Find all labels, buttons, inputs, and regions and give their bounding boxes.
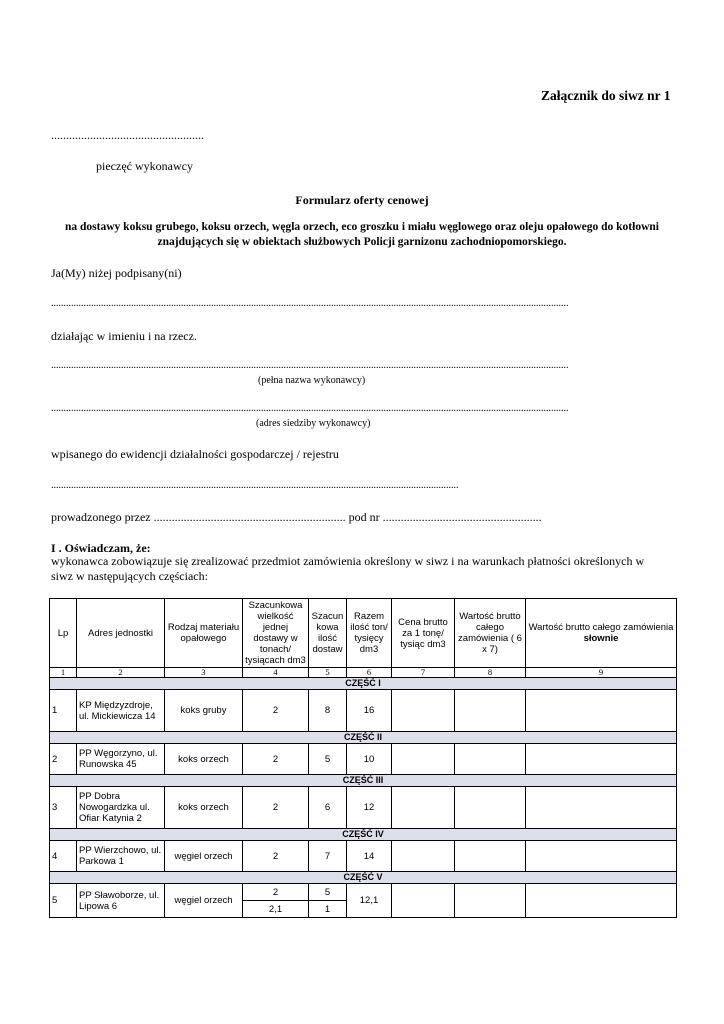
row-address: KP Międzyzdroje, ul. Mickiewicza 14 — [77, 690, 165, 732]
form-title: Formularz oferty cenowej — [295, 193, 429, 207]
row-material: węgiel orzech — [165, 884, 243, 918]
row-address: PP Węgorzyno, ul. Runowska 45 — [77, 744, 165, 775]
row-value-input[interactable] — [455, 884, 526, 918]
row-count: 5 — [309, 884, 347, 901]
header-address: Adres jednostki — [77, 599, 165, 668]
row-lp: 4 — [50, 841, 77, 872]
row-lp: 3 — [50, 787, 77, 829]
row-size: 2 — [243, 690, 309, 732]
row-value-input[interactable] — [455, 841, 526, 872]
row-lp: 5 — [50, 884, 77, 918]
col-number: 4 — [243, 668, 309, 678]
row-value-words-input[interactable] — [526, 884, 677, 918]
row-material: węgiel orzech — [165, 841, 243, 872]
full-name-field[interactable]: ............................................................................................................................................................................................................... — [51, 360, 569, 371]
row-value-words-input[interactable] — [526, 841, 677, 872]
row-value-words-input[interactable] — [526, 787, 677, 829]
row-size: 2 — [243, 744, 309, 775]
signed-label: Ja(My) niżej podpisany(ni) — [51, 266, 182, 280]
col-number: 9 — [526, 668, 677, 678]
stamp-dots: ................................................... — [51, 128, 204, 142]
part-header-row — [50, 732, 677, 744]
header-price: Cena brutto za 1 tonę/ tysiąc dm3 — [392, 599, 455, 668]
row-count: 6 — [309, 787, 347, 829]
header-lp: Lp — [50, 599, 77, 668]
part-header-row — [50, 829, 677, 841]
row-price-input[interactable] — [392, 884, 455, 918]
row-size: 2 — [243, 841, 309, 872]
form-subject: na dostawy koksu grubego, koksu orzech, węgla orzech, eco groszku i miału węglowego oraz oleju opałowego do kotłowni znajdujących się w obiektach służbowych Policji garnizonu zachodniopomorskiego. — [65, 221, 659, 248]
row-address: PP Dobra Nowogardzka ul. Ofiar Katynia 2 — [77, 787, 165, 829]
row-value-input[interactable] — [455, 744, 526, 775]
header-est-count: Szacun kowa ilość dostaw — [309, 599, 347, 668]
row-size: 2 — [243, 787, 309, 829]
address-hint: (adres siedziby wykonawcy) — [256, 418, 371, 429]
part-header-row — [50, 678, 677, 690]
column-numbers-row — [50, 668, 677, 678]
row-value-words-input[interactable] — [526, 744, 677, 775]
row-value-input[interactable] — [455, 690, 526, 732]
stamp-label: pieczęć wykonawcy — [96, 159, 193, 173]
part-label: CZĘŚĆ IV — [50, 829, 677, 841]
row-address: PP Sławoborze, ul. Lipowa 6 — [77, 884, 165, 918]
row-total: 16 — [347, 690, 392, 732]
col-number: 8 — [455, 668, 526, 678]
table-header-row — [50, 599, 677, 668]
conducted-by-line[interactable]: prowadzonego przez ................................................................ pod nr ..................................................... — [51, 510, 542, 524]
part-header-row — [50, 775, 677, 787]
registry-field[interactable]: ................................................................................................................................................................... — [51, 480, 459, 491]
row-total: 12 — [347, 787, 392, 829]
attachment-label: Załącznik do siwz nr 1 — [541, 88, 671, 103]
col-number: 7 — [392, 668, 455, 678]
row-value-words-input[interactable] — [526, 690, 677, 732]
table-row — [50, 841, 677, 872]
header-total: Razem ilość ton/ tysięcy dm3 — [347, 599, 392, 668]
part-label: CZĘŚĆ III — [50, 775, 677, 787]
table-row — [50, 787, 677, 829]
row-count: 7 — [309, 841, 347, 872]
row-price-input[interactable] — [392, 841, 455, 872]
signed-name-field[interactable]: ............................................................................................................................................................................................................... — [51, 298, 569, 309]
table-row — [50, 884, 677, 901]
header-value-words-text: Wartość brutto całego zamówienia — [528, 622, 674, 633]
header-material: Rodzaj materiału opałowego — [165, 599, 243, 668]
part-label: CZĘŚĆ I — [50, 678, 677, 690]
row-count-second: 1 — [309, 901, 347, 918]
row-size-second: 2,1 — [243, 901, 309, 918]
header-value-words — [526, 599, 677, 668]
row-total: 10 — [347, 744, 392, 775]
offer-table — [49, 598, 677, 918]
full-name-hint: (pełna nazwa wykonawcy) — [258, 375, 366, 386]
row-price-input[interactable] — [392, 690, 455, 732]
part-header-row — [50, 872, 677, 884]
row-material: koks gruby — [165, 690, 243, 732]
col-number: 5 — [309, 668, 347, 678]
col-number: 3 — [165, 668, 243, 678]
col-number: 1 — [50, 668, 77, 678]
acting-label: działając w imieniu i na rzecz. — [51, 329, 197, 343]
row-total: 12,1 — [347, 884, 392, 918]
part-label: CZĘŚĆ II — [50, 732, 677, 744]
part-label: CZĘŚĆ V — [50, 872, 677, 884]
row-price-input[interactable] — [392, 787, 455, 829]
header-value: Wartość brutto całego zamówienia ( 6 x 7) — [455, 599, 526, 668]
row-size: 2 — [243, 884, 309, 901]
row-total: 14 — [347, 841, 392, 872]
header-est-size: Szacunkowa wielkość jednej dostawy w tonach/ tysiącach dm3 — [243, 599, 309, 668]
header-value-words-emphasis: słownie — [583, 633, 619, 644]
row-material: koks orzech — [165, 787, 243, 829]
row-value-input[interactable] — [455, 787, 526, 829]
row-lp: 1 — [50, 690, 77, 732]
table-row — [50, 744, 677, 775]
col-number: 2 — [77, 668, 165, 678]
address-field[interactable]: ............................................................................................................................................................................................................... — [51, 403, 569, 414]
declaration-heading: I . Oświadczam, że: — [51, 541, 151, 555]
row-count: 8 — [309, 690, 347, 732]
declaration-text: wykonawca zobowiązuje się zrealizować przedmiot zamówienia określony w siwz i na warunkach płatności określonych w siwz w następujących częściach: — [51, 554, 645, 583]
row-material: koks orzech — [165, 744, 243, 775]
row-lp: 2 — [50, 744, 77, 775]
table-row — [50, 690, 677, 732]
registry-label: wpisanego do ewidencji działalności gospodarczej / rejestru — [51, 447, 339, 461]
row-address: PP Wierzchowo, ul. Parkowa 1 — [77, 841, 165, 872]
row-price-input[interactable] — [392, 744, 455, 775]
col-number: 6 — [347, 668, 392, 678]
row-count: 5 — [309, 744, 347, 775]
